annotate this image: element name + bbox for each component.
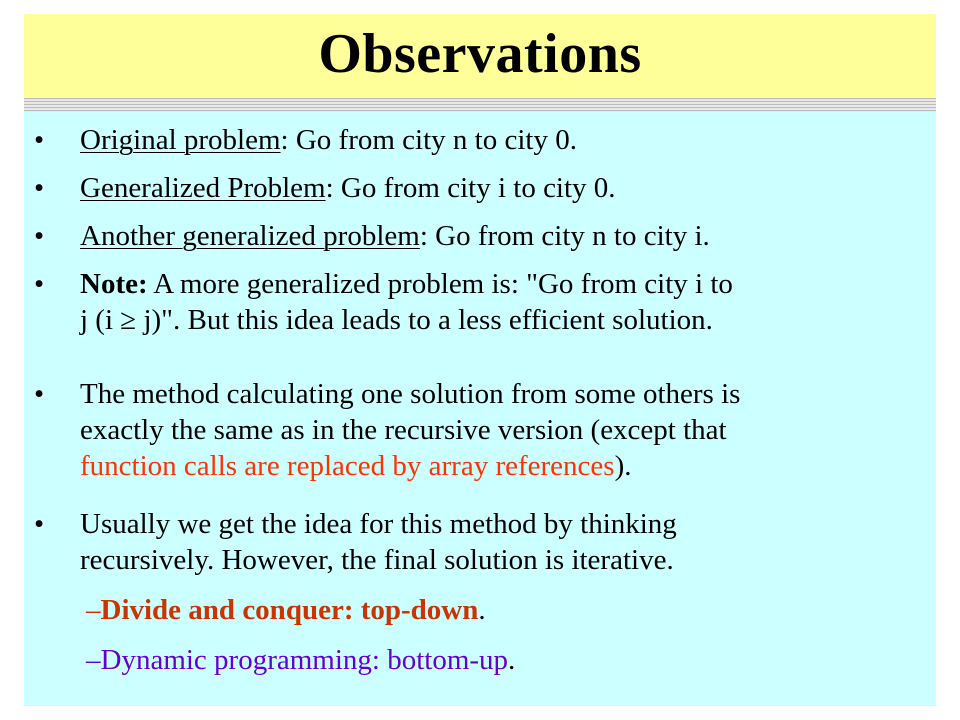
method-line-2: exactly the same as in the recursive version (except that	[80, 414, 727, 446]
bullet-text	[80, 266, 935, 338]
dash-icon: –	[86, 594, 101, 626]
sub-item-dynamic-programming	[86, 642, 916, 678]
method-highlight: function calls are replaced by array references	[80, 450, 615, 482]
method-line-3-end: ).	[614, 450, 632, 482]
title-bar	[24, 14, 936, 98]
bullet-text	[80, 170, 935, 206]
slide-content	[24, 112, 936, 706]
bullet-usually	[34, 506, 934, 580]
note-label: Note:	[80, 268, 148, 300]
bullet-text	[80, 376, 935, 484]
bullet-text	[80, 218, 935, 254]
usually-line-1: Usually we get the idea for this method by thinking	[80, 508, 677, 540]
sub-item-end: .	[508, 644, 516, 676]
usually-line-2: recursively. However, the final solution is iterative.	[80, 544, 674, 576]
bullet-body: : Go from city n to city 0.	[280, 124, 577, 156]
bullet-dot: •	[34, 220, 45, 252]
bullet-text	[80, 122, 935, 158]
title-divider	[24, 98, 936, 112]
bullet-label: Generalized Problem	[80, 172, 326, 204]
note-line-1: A more generalized problem is: "Go from city i to	[147, 268, 733, 300]
bullet-body: : Go from city i to city 0.	[325, 172, 616, 204]
bullet-dot: •	[34, 124, 45, 156]
bullet-text	[80, 506, 935, 578]
sub-item-divide-and-conquer	[86, 592, 916, 628]
bullet-dot: •	[34, 508, 45, 540]
bullet-dot: •	[34, 172, 45, 204]
bullet-dot: •	[34, 268, 45, 300]
sub-item-text: Dynamic programming: bottom-up	[100, 644, 509, 676]
sub-item-text: Divide and conquer: top-down	[100, 594, 479, 626]
bullet-dot: •	[34, 378, 45, 410]
dash-icon: –	[86, 644, 101, 676]
note-line-2: j (i ≥ j)". But this idea leads to a less efficient solution.	[80, 304, 713, 336]
sub-item-end: .	[478, 594, 486, 626]
method-line-1: The method calculating one solution from some others is	[80, 378, 741, 410]
bullet-label: Original problem	[80, 124, 281, 156]
bullet-note	[34, 266, 934, 340]
page-title: Observations	[318, 23, 642, 85]
bullet-method	[34, 376, 934, 486]
bullet-body: : Go from city n to city i.	[419, 220, 710, 252]
bullet-label: Another generalized problem	[80, 220, 420, 252]
